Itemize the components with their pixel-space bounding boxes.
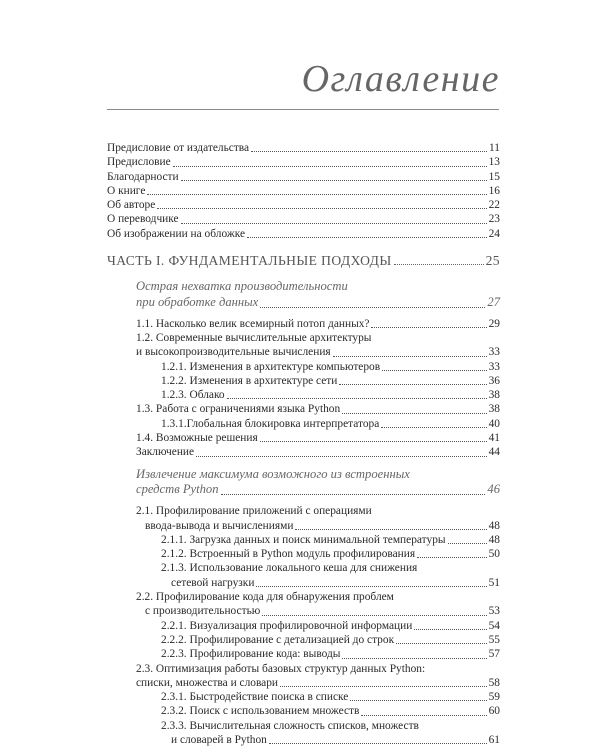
toc-entry-about-author[interactable]: Об авторе 22	[107, 199, 500, 212]
toc-section-2-2-1[interactable]: 2.2.1. Визуализация профилировочной информации 54	[161, 619, 500, 632]
toc-section-1-2-2[interactable]: 1.2.2. Изменения в архитектуре сети 36	[161, 374, 500, 387]
toc-section-2-1-2[interactable]: 2.1.2. Встроенный в Python модуль профилирования 50	[161, 548, 500, 561]
toc-section-2-1[interactable]: 2.1. Профилирование приложений с операциями ввода-вывода и вычислениями 48	[136, 505, 500, 532]
table-of-contents	[107, 141, 500, 747]
toc-entry-cover-image[interactable]: Об изображении на обложке 24	[107, 227, 500, 240]
toc-section-1-3[interactable]: 1.3. Работа с ограничениями языка Python 38	[136, 403, 500, 416]
title-rule	[107, 109, 499, 110]
toc-entry-about-translator[interactable]: О переводчике 23	[107, 213, 500, 226]
toc-section-2-2-3[interactable]: 2.2.3. Профилирование кода: выводы 57	[161, 648, 500, 661]
toc-part-1[interactable]: ЧАСТЬ I. ФУНДАМЕНТАЛЬНЫЕ ПОДХОДЫ 25	[107, 253, 500, 269]
toc-section-1-3-1[interactable]: 1.3.1.Глобальная блокировка интерпретатора 40	[161, 417, 500, 430]
toc-section-2-3[interactable]: 2.3. Оптимизация работы базовых структур данных Python: списки, множества и словари 58	[136, 662, 500, 689]
toc-section-conclusion[interactable]: Заключение 44	[136, 446, 500, 459]
toc-chapter-2[interactable]: Извлечение максимума возможного из встроенных средств Python 46	[136, 466, 500, 497]
toc-section-1-2-3[interactable]: 1.2.3. Облако 38	[161, 389, 500, 402]
toc-section-1-4[interactable]: 1.4. Возможные решения 41	[136, 432, 500, 445]
toc-section-2-2[interactable]: 2.2. Профилирование кода для обнаружения проблем с производительностью 53	[136, 591, 500, 618]
toc-section-1-2[interactable]: 1.2. Современные вычислительные архитектуры и высокопроизводительные вычисления 33	[136, 331, 500, 359]
toc-section-2-3-1[interactable]: 2.3.1. Быстродействие поиска в списке 59	[161, 691, 500, 704]
toc-section-1-1[interactable]: 1.1. Насколько велик всемирный потоп данных? 29	[136, 317, 500, 330]
toc-entry-preface[interactable]: Предисловие 13	[107, 156, 500, 169]
toc-chapter-1[interactable]: Острая нехватка производительности при обработке данных 27	[136, 279, 500, 309]
toc-entry-about-book[interactable]: О книге 16	[107, 184, 500, 197]
toc-section-2-1-1[interactable]: 2.1.1. Загрузка данных и поиск минимальной температуры 48	[161, 533, 500, 546]
toc-section-2-1-3[interactable]: 2.1.3. Использование локального кеша для снижения сетевой нагрузки 51	[161, 562, 500, 589]
toc-section-2-2-2[interactable]: 2.2.2. Профилирование с детализацией до строк 55	[161, 633, 500, 646]
toc-section-2-3-2[interactable]: 2.3.2. Поиск с использованием множеств 60	[161, 705, 500, 718]
toc-entry-acknowledgements[interactable]: Благодарности 15	[107, 170, 500, 183]
toc-section-2-3-3[interactable]: 2.3.3. Вычислительная сложность списков, множеств и словарей в Python 61	[161, 719, 500, 746]
toc-section-1-2-1[interactable]: 1.2.1. Изменения в архитектуре компьютеров 33	[161, 360, 500, 373]
page-title: Оглавление	[301, 58, 500, 100]
toc-entry-publisher-preface[interactable]: Предисловие от издательства 11	[107, 142, 500, 154]
